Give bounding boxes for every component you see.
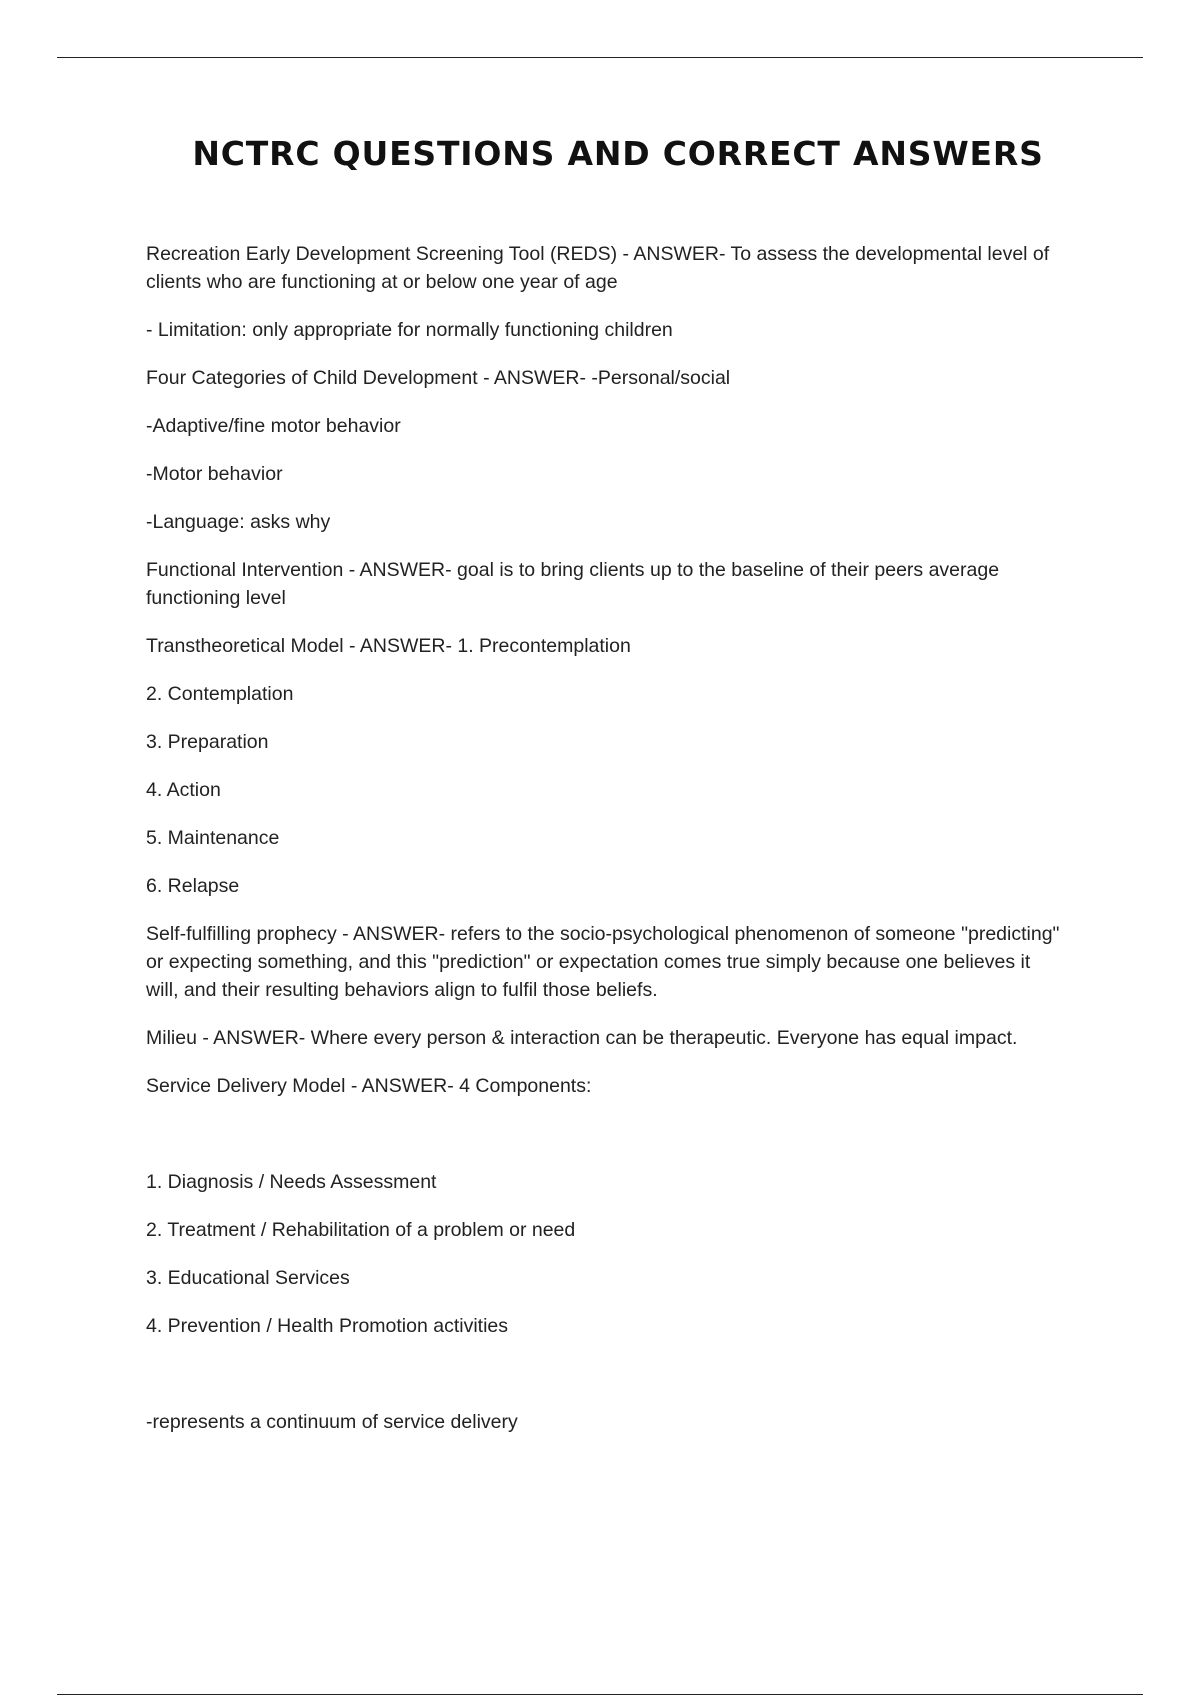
list-item: 2. Contemplation	[146, 683, 294, 705]
paragraph-reds-limitation: - Limitation: only appropriate for normally functioning children	[146, 319, 673, 341]
paragraph-child-development: Four Categories of Child Development - ANSWER- -Personal/social	[146, 367, 731, 389]
paragraph-self-fulfilling-prophecy: Self-fulfilling prophecy - ANSWER- refers to the socio-psychological phenomenon of someone "predicting" or expecting something, and this "prediction" or expectation comes true simply because one believes it will, and their resulting behaviors align to fulfil those beliefs.	[146, 923, 1060, 1001]
paragraph-reds: Recreation Early Development Screening Tool (REDS) - ANSWER- To assess the developmental level of clients who are functioning at or below one year of age	[146, 243, 1050, 293]
list-item: -Motor behavior	[146, 463, 283, 485]
document-body	[146, 240, 1066, 1456]
document-title: NCTRC QUESTIONS AND CORRECT ANSWERS	[192, 134, 1044, 173]
list-item: 3. Educational Services	[146, 1267, 350, 1289]
paragraph-milieu: Milieu - ANSWER- Where every person & interaction can be therapeutic. Everyone has equal impact.	[146, 1027, 1018, 1049]
paragraph-transtheoretical-model: Transtheoretical Model - ANSWER- 1. Precontemplation	[146, 635, 631, 657]
list-item: 4. Action	[146, 779, 221, 801]
list-item: 3. Preparation	[146, 731, 269, 753]
paragraph-continuum: -represents a continuum of service delivery	[146, 1411, 518, 1433]
list-item: 2. Treatment / Rehabilitation of a problem or need	[146, 1219, 576, 1241]
paragraph-functional-intervention: Functional Intervention - ANSWER- goal is to bring clients up to the baseline of their peers average functioning level	[146, 559, 1000, 609]
list-item: -Adaptive/fine motor behavior	[146, 415, 401, 437]
list-item: -Language: asks why	[146, 511, 331, 533]
list-item: 1. Diagnosis / Needs Assessment	[146, 1171, 437, 1193]
paragraph-service-delivery-model: Service Delivery Model - ANSWER- 4 Components:	[146, 1075, 592, 1097]
list-item: 6. Relapse	[146, 875, 240, 897]
bottom-rule	[57, 1694, 1143, 1695]
top-rule	[57, 57, 1143, 58]
list-item: 5. Maintenance	[146, 827, 280, 849]
list-item: 4. Prevention / Health Promotion activities	[146, 1315, 509, 1337]
